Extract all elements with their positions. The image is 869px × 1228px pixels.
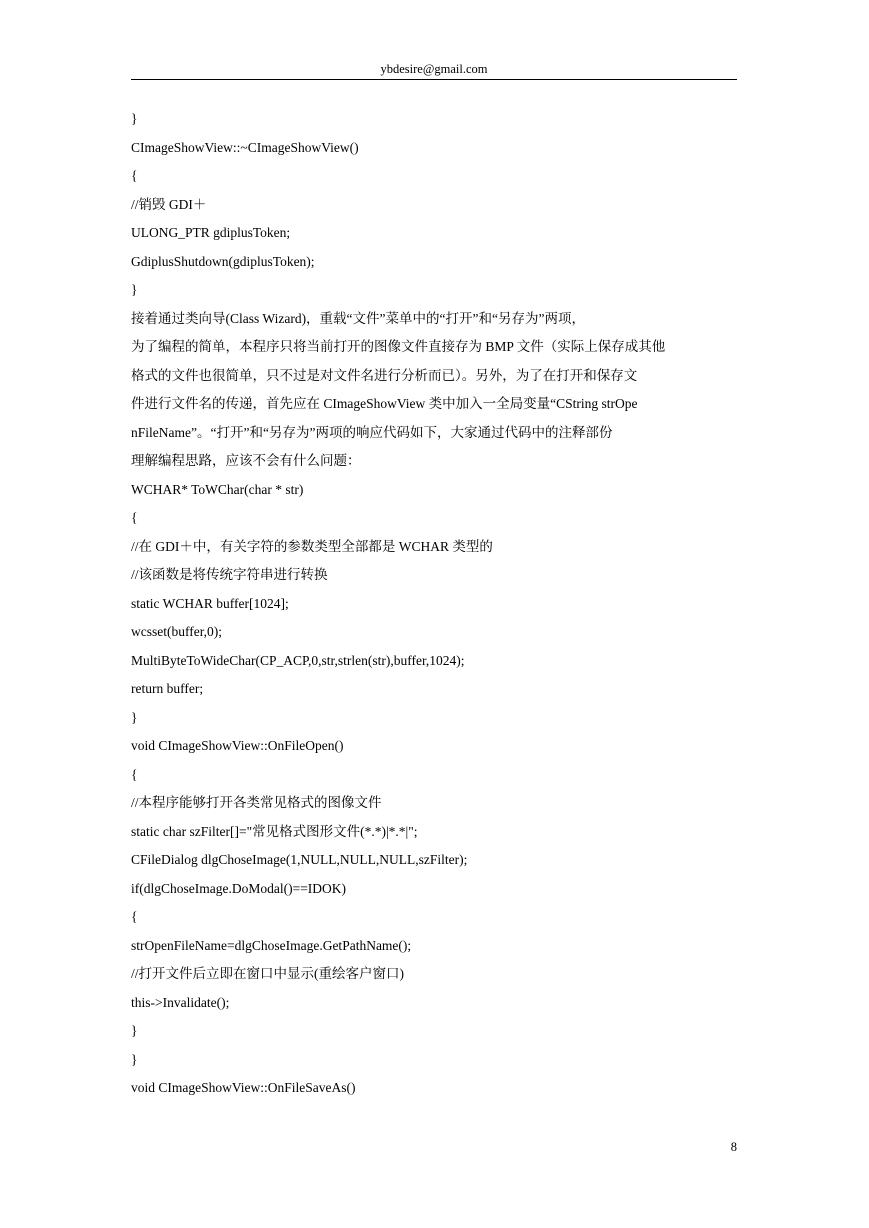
text-line: ULONG_PTR gdiplusToken; bbox=[131, 225, 291, 240]
text-line: return buffer; bbox=[131, 681, 204, 696]
text-line: { bbox=[131, 168, 138, 183]
text-line: //打开文件后立即在窗口中显示(重绘客户窗口) bbox=[131, 966, 404, 981]
text-line: nFileName”。“打开”和“另存为”两项的响应代码如下，大家通过代码中的注释部份 bbox=[131, 424, 613, 440]
page-number: 8 bbox=[730, 1140, 737, 1154]
text-line: WCHAR* ToWChar(char * str) bbox=[131, 481, 304, 497]
text-line: CFileDialog dlgChoseImage(1,NULL,NULL,NULL,szFilter); bbox=[131, 852, 468, 867]
text-line: if(dlgChoseImage.DoModal()==IDOK) bbox=[131, 880, 347, 896]
text-line: void CImageShowView::OnFileSaveAs() bbox=[131, 1080, 356, 1095]
text-line: static char szFilter[]="常见格式图形文件(*.*)|*.*|"; bbox=[131, 823, 418, 839]
document-body bbox=[131, 109, 737, 1107]
text-line: 格式的文件也很简单，只不过是对文件名进行分析而已）。另外，为了在打开和保存文 bbox=[131, 367, 638, 383]
text-line: //该函数是将传统字符串进行转换 bbox=[131, 567, 328, 582]
text-line: } bbox=[131, 282, 138, 297]
text-line: //销毁 GDI＋ bbox=[131, 196, 207, 212]
text-line: GdiplusShutdown(gdiplusToken); bbox=[131, 253, 315, 269]
text-line: 件进行文件名的传递，首先应在 CImageShowView 类中加入一全局变量“CString strOpe bbox=[131, 396, 638, 411]
header-email: ybdesire@gmail.com bbox=[380, 62, 488, 76]
header-divider bbox=[131, 79, 737, 80]
text-line: //本程序能够打开各类常见格式的图像文件 bbox=[131, 795, 382, 810]
text-line: } bbox=[131, 709, 138, 725]
text-line: this->Invalidate(); bbox=[131, 994, 230, 1010]
text-line: wcsset(buffer,0); bbox=[131, 624, 223, 639]
text-line: } bbox=[131, 1023, 138, 1038]
text-line: 为了编程的简单，本程序只将当前打开的图像文件直接存为 BMP 文件（实际上保存成其他 bbox=[131, 339, 666, 354]
text-line: 理解编程思路，应该不会有什么问题： bbox=[131, 453, 361, 468]
text-line: } bbox=[131, 111, 138, 126]
text-line: void CImageShowView::OnFileOpen() bbox=[131, 738, 344, 753]
text-line: //在 GDI＋中，有关字符的参数类型全部都是 WCHAR 类型的 bbox=[131, 538, 493, 554]
text-line: 接着通过类向导(Class Wizard)，重载“文件”菜单中的“打开”和“另存为”两项， bbox=[131, 310, 586, 326]
text-line: { bbox=[131, 909, 138, 924]
text-line: CImageShowView::~CImageShowView() bbox=[131, 139, 359, 155]
text-line: MultiByteToWideChar(CP_ACP,0,str,strlen(str),buffer,1024); bbox=[131, 652, 465, 668]
text-line: { bbox=[131, 766, 138, 782]
text-line: static WCHAR buffer[1024]; bbox=[131, 595, 289, 611]
text-line: } bbox=[131, 1051, 138, 1067]
text-line: { bbox=[131, 510, 138, 525]
text-line: strOpenFileName=dlgChoseImage.GetPathName(); bbox=[131, 937, 412, 953]
